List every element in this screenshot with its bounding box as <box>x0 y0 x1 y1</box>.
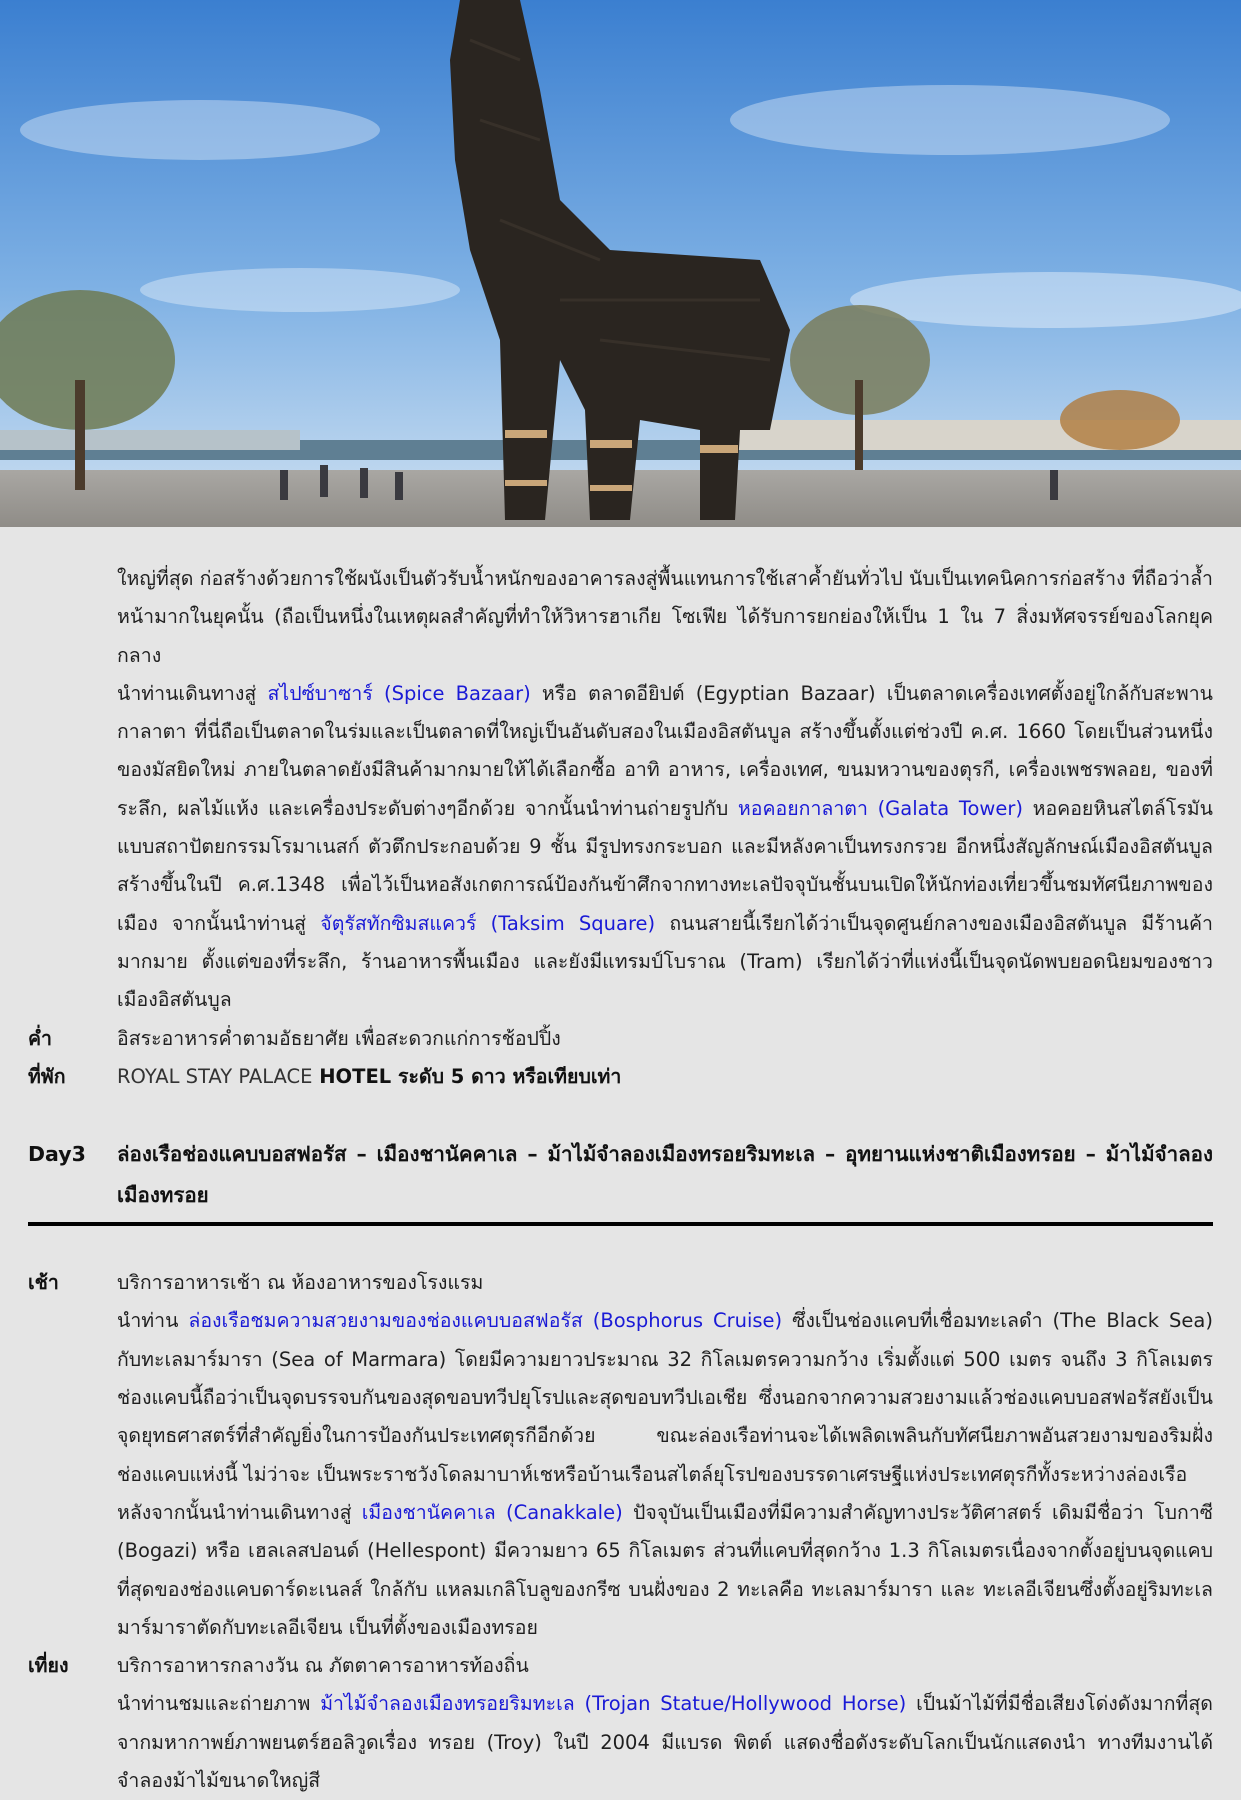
itinerary-content <box>28 560 1213 1800</box>
dinner-label: ค่ำ <box>28 1026 52 1050</box>
morning-label: เช้า <box>28 1271 59 1295</box>
dinner-text: อิสระอาหารค่ำตามอัธยาศัย เพื่อสะดวกแก่การช้อปปิ้ง <box>117 1026 561 1050</box>
galata-tower-highlight: หอคอยกาลาตา (Galata Tower) <box>737 796 1023 820</box>
stay-text <box>117 1058 1213 1096</box>
intro-paragraph-2 <box>117 675 1213 1020</box>
canakkale-highlight: เมืองชานัคคาเล (Canakkale) <box>361 1500 623 1524</box>
hero-photo <box>0 0 1241 527</box>
bosphorus-paragraph <box>117 1302 1213 1493</box>
trojan-horse-photo <box>0 0 1241 527</box>
breakfast-text: บริการอาหารเช้า ณ ห้องอาหารของโรงแรม <box>117 1271 484 1295</box>
intro-text <box>117 560 1213 1020</box>
text-span: นำท่านชมและถ่ายภาพ <box>117 1692 321 1716</box>
morning-row <box>28 1264 1213 1647</box>
text-span: ปัจจุบันเป็นเมืองที่มีความสำคัญทางประวัติศาสตร์ เดิมมีชื่อว่า โบกาซี (Bogazi) หรือ เฮลเลสปอนด์ (Hellespont) มีความยาว 65 กิโลเมตร ส่วนที่แคบที่สุดกว้าง 1.3 กิโลเมตรเนื่องจากตั้งอยู่บนจุดแคบที่สุดของช่องแคบดาร์ดะเนลส์ ใกล้กับ แหลมเกลิโบลูของกรีซ บนฝั่งของ 2 ทะเลคือ ทะเลมาร์มารา และ ทะเลอีเจียนซึ่งตั้งอยู่ริมทะเลมาร์มาราตัดกับทะเลอีเจียน เป็นที่ตั้งของเมืองทรอย <box>117 1500 1213 1639</box>
lunch-row <box>28 1647 1213 1800</box>
day3-title: ล่องเรือช่องแคบบอสฟอรัส – เมืองชานัคคาเล – ม้าไม้จำลองเมืองทรอยริมทะเล – อุทยานแห่งชาติเมืองทรอย – ม้าไม้จำลองเมืองทรอย <box>117 1142 1213 1208</box>
trojan-horse-paragraph <box>117 1685 1213 1800</box>
dinner-row <box>28 1020 1213 1058</box>
text-span: นำท่าน <box>117 1309 189 1333</box>
morning-text <box>117 1264 1213 1647</box>
text-span: หอคอยหินสไตล์โรมัน แบบสถาปัตยกรรมโรมาเนสก์ ตัวตึกประกอบด้วย 9 ชั้น มีรูปทรงกระบอก และมีหลังคาเป็นทรงกรวย อีกหนึ่งสัญลักษณ์เมืองอิสตันบูล สร้างขึ้นในปี ค.ศ.1348 เพื่อไว้เป็นหอสังเกตการณ์ป้องกันข้าศึกจากทางทะเลปัจจุบันชั้นบนเปิดให้นักท่องเที่ยวขึ้นชมทัศนียภาพของเมือง จากนั้นนำท่านสู่ <box>117 796 1213 935</box>
text-span: เป็นม้าไม้ที่มีชื่อเสียงโด่งดังมากที่สุดจากมหากาพย์ภาพยนตร์ฮอลิวูดเรื่อง ทรอย (Troy) ในปี 2004 มีแบรด พิตต์ แสดงชื่อดังระดับโลกเป็นนักแสดงนำ ทางทีมงานได้จำลองม้าไม้ขนาดใหญ่สี <box>117 1692 1213 1793</box>
intro-block <box>28 560 1213 1020</box>
hotel-name: ROYAL STAY PALACE <box>117 1064 313 1088</box>
stay-label: ที่พัก <box>28 1064 66 1088</box>
intro-label <box>28 560 117 1020</box>
day3-label: Day3 <box>28 1142 86 1167</box>
hotel-rating: HOTEL ระดับ 5 ดาว หรือเทียบเท่า <box>312 1064 622 1088</box>
text-span: นำท่านเดินทางสู่ <box>117 681 268 705</box>
taksim-square-highlight: จัตุรัสทักซิมสแควร์ (Taksim Square) <box>320 911 656 935</box>
text-span: หลังจากนั้นนำท่านเดินทางสู่ <box>117 1500 362 1524</box>
bosphorus-cruise-highlight: ล่องเรือชมความสวยงามของช่องแคบบอสฟอรัส (Bosphorus Cruise) <box>188 1309 783 1333</box>
spice-bazaar-highlight: สไปซ์บาซาร์ (Spice Bazaar) <box>267 681 531 705</box>
text-span: ซึ่งเป็นช่องแคบที่เชื่อมทะเลดำ (The Black Sea) กับทะเลมาร์มารา (Sea of Marmara) โดยมีความยาวประมาณ 32 กิโลเมตรความกว้าง เริ่มตั้งแต่ 500 เมตร จนถึง 3 กิโลเมตร ช่องแคบนี้ถือว่าเป็นจุดบรรจบกันของสุดขอบทวีปยุโรปและสุดขอบทวีปเอเชีย ซึ่งนอกจากความสวยงามแล้วช่องแคบบอสฟอรัสยังเป็นจุดยุทธศาสตร์ที่สำคัญยิ่งในการป้องกันประเทศตุรกีอีกด้วย ขณะล่องเรือท่านจะได้เพลิดเพลินกับทัศนียภาพอันสวยงามของริมฝั่งช่องแคบแห่งนี้ ไม่ว่าจะ เป็นพระราชวังโดลมาบาห์เชหรือบ้านเรือนสไตล์ยุโรปของบรรดาเศรษฐีแห่งประเทศตุรกีทั้งระหว่างล่องเรือ <box>117 1309 1213 1486</box>
canakkale-paragraph <box>117 1494 1213 1647</box>
day3-heading <box>28 1134 1213 1216</box>
text-span: ถนนสายนี้เรียกได้ว่าเป็นจุดศูนย์กลางของเมืองอิสตันบูล มีร้านค้ามากมาย ตั้งแต่ของที่ระลึก, ร้านอาหารพื้นเมือง และยังมีแทรมป์โบราณ (Tram) เรียกได้ว่าที่แห่งนี้เป็นจุดนัดพบยอดนิยมของชาวเมืองอิสตันบูล <box>117 911 1213 1012</box>
lunch-text <box>117 1647 1213 1800</box>
stay-row <box>28 1058 1213 1096</box>
intro-paragraph-1: ใหญ่ที่สุด ก่อสร้างด้วยการใช้ผนังเป็นตัวรับน้ำหนักของอาคารลงสู่พื้นแทนการใช้เสาค้ำยันทั่วไป นับเป็นเทคนิคการก่อสร้าง ที่ถือว่าล้ำหน้ามากในยุคนั้น (ถือเป็นหนึ่งในเหตุผลสำคัญที่ทำให้วิหารฮาเกีย โซเฟีย ได้รับการยกย่องให้เป็น 1 ใน 7 สิ่งมหัศจรรย์ของโลกยุคกลาง <box>117 567 1213 667</box>
day3-divider <box>28 1222 1213 1226</box>
lunch-description: บริการอาหารกลางวัน ณ ภัตตาคารอาหารท้องถิ่น <box>117 1654 529 1678</box>
lunch-label: เที่ยง <box>28 1654 69 1678</box>
text-span: หรือ ตลาดอียิปต์ (Egyptian Bazaar) เป็นตลาดเครื่องเทศตั้งอยู่ใกล้กับสะพานกาลาตา ที่นี่ถือเป็นตลาดในร่มและเป็นตลาดที่ใหญ่เป็นอันดับสองในเมืองอิสตันบูล สร้างขึ้นตั้งแต่ช่วงปี ค.ศ. 1660 โดยเป็นส่วนหนึ่งของมัสยิดใหม่ ภายในตลาดยังมีสินค้ามากมายให้ได้เลือกซื้อ อาทิ อาหาร, เครื่องเทศ, ขนมหวานของตุรกี, เครื่องเพชรพลอย, ของที่ระลึก, ผลไม้แห้ง และเครื่องประดับต่างๆอีกด้วย จากนั้นนำท่านถ่ายรูปกับ <box>117 681 1213 820</box>
trojan-statue-highlight: ม้าไม้จำลองเมืองทรอยริมทะเล (Trojan Statue/Hollywood Horse) <box>320 1692 907 1716</box>
